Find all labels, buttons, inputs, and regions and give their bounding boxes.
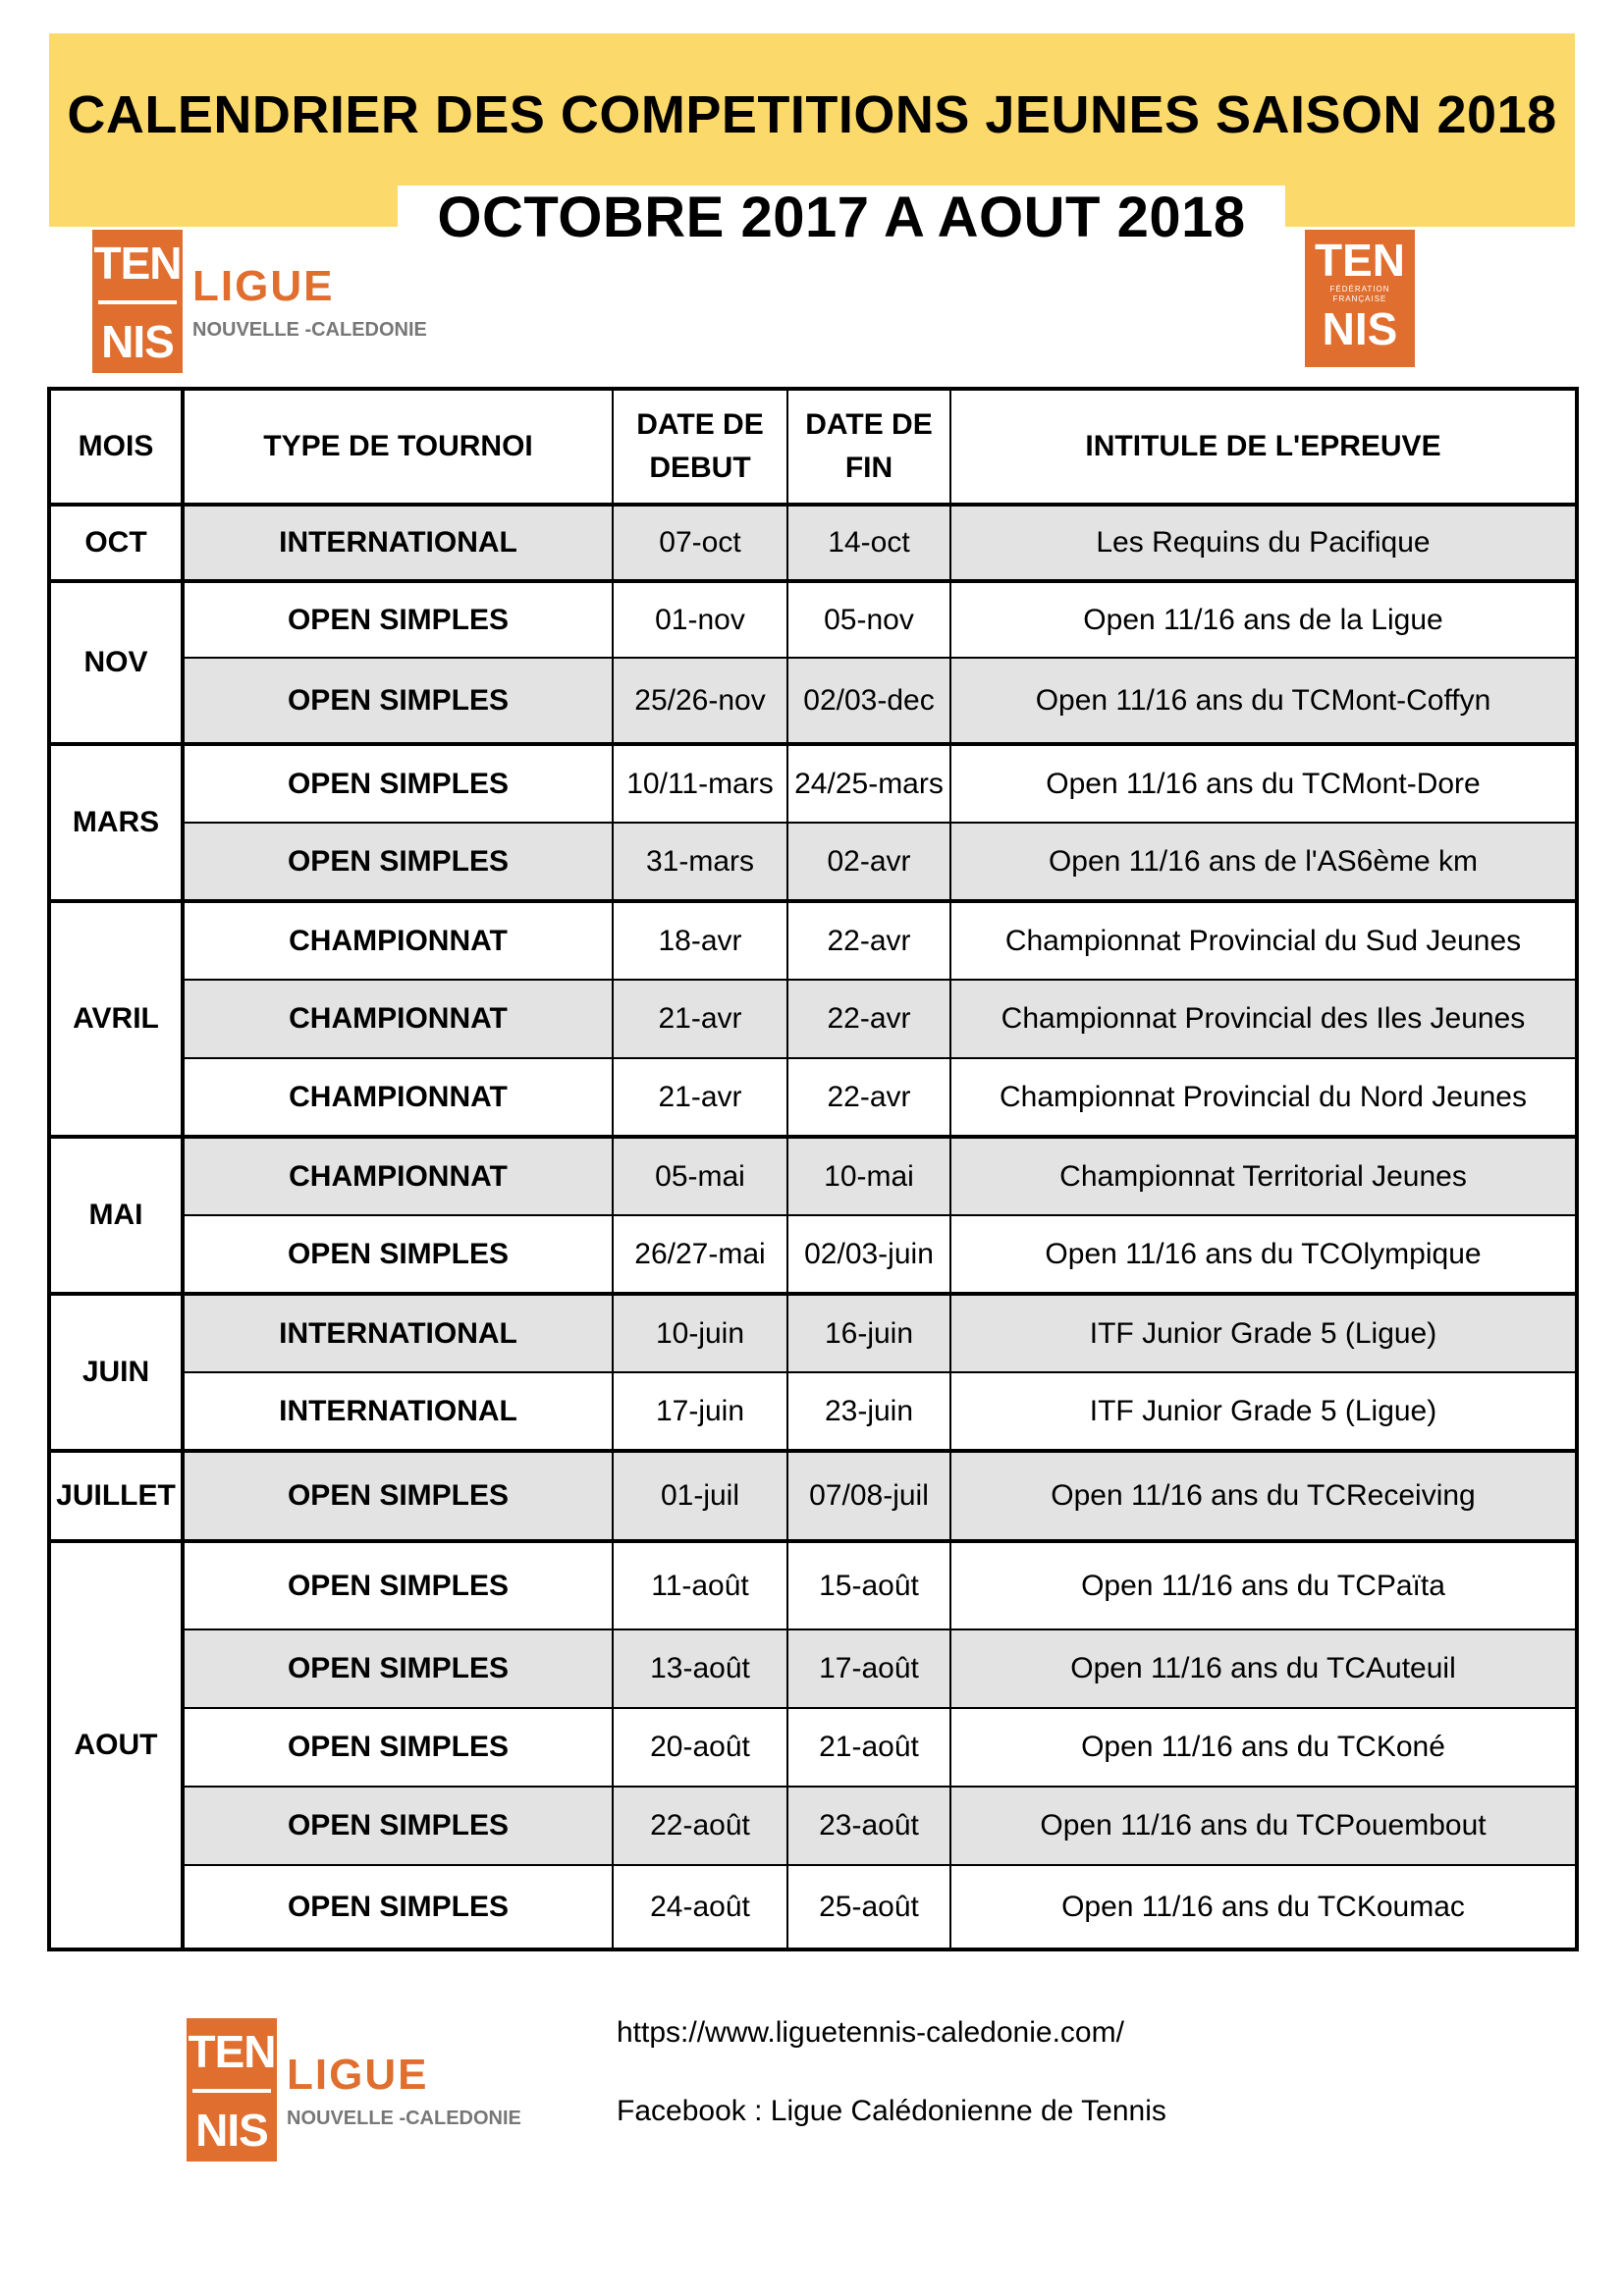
- ligue-logo-top: [92, 230, 427, 373]
- website-link[interactable]: https://www.liguetennis-caledonie.com/: [617, 2016, 1124, 2049]
- table-row: [49, 581, 1577, 658]
- cell-type: OPEN SIMPLES: [183, 1629, 613, 1708]
- cell-intitule: ITF Junior Grade 5 (Ligue): [950, 1372, 1577, 1451]
- footer-links: [617, 2016, 1166, 2173]
- facebook-text: Facebook : Ligue Calédonienne de Tennis: [617, 2095, 1166, 2127]
- cell-type: OPEN SIMPLES: [183, 1787, 613, 1865]
- cell-debut: 01-juil: [613, 1451, 787, 1541]
- cell-fin: 15-août: [787, 1541, 950, 1629]
- fft-logo: [1305, 230, 1415, 367]
- cell-debut: 11-août: [613, 1541, 787, 1629]
- cell-intitule: Open 11/16 ans de l'AS6ème km: [950, 823, 1577, 901]
- cell-mois: AOUT: [49, 1541, 183, 1949]
- header-mois: MOIS: [49, 389, 183, 505]
- cell-fin: 23-août: [787, 1787, 950, 1865]
- logo-ten-text: TEN: [188, 2026, 276, 2077]
- calendar-table: [47, 387, 1579, 1951]
- logo-region-text: NOUVELLE -CALEDONIE: [192, 318, 427, 341]
- cell-intitule: Open 11/16 ans de la Ligue: [950, 581, 1577, 658]
- cell-debut: 07-oct: [613, 505, 787, 581]
- cell-fin: 10-mai: [787, 1137, 950, 1215]
- table-row: [49, 1541, 1577, 1629]
- cell-intitule: Open 11/16 ans du TCOlympique: [950, 1215, 1577, 1294]
- table-header-row: [49, 389, 1577, 505]
- cell-fin: 02/03-juin: [787, 1215, 950, 1294]
- logo-ten-text: TEN: [93, 238, 182, 289]
- cell-intitule: Championnat Territorial Jeunes: [950, 1137, 1577, 1215]
- cell-fin: 07/08-juil: [787, 1451, 950, 1541]
- table-row: [49, 1215, 1577, 1294]
- table-row: [49, 1294, 1577, 1372]
- cell-intitule: Les Requins du Pacifique: [950, 505, 1577, 581]
- cell-fin: 22-avr: [787, 980, 950, 1058]
- cell-intitule: Championnat Provincial du Sud Jeunes: [950, 901, 1577, 980]
- cell-fin: 24/25-mars: [787, 744, 950, 823]
- cell-fin: 22-avr: [787, 1058, 950, 1137]
- cell-debut: 31-mars: [613, 823, 787, 901]
- cell-mois: OCT: [49, 505, 183, 581]
- table-row: [49, 1058, 1577, 1137]
- cell-debut: 22-août: [613, 1787, 787, 1865]
- cell-fin: 21-août: [787, 1708, 950, 1787]
- title-banner: [49, 33, 1575, 249]
- table-row: [49, 1865, 1577, 1949]
- cell-mois: NOV: [49, 581, 183, 744]
- cell-fin: 02-avr: [787, 823, 950, 901]
- cell-debut: 13-août: [613, 1629, 787, 1708]
- cell-type: CHAMPIONNAT: [183, 901, 613, 980]
- cell-type: OPEN SIMPLES: [183, 1215, 613, 1294]
- cell-type: CHAMPIONNAT: [183, 1058, 613, 1137]
- header-intitule: INTITULE DE L'EPREUVE: [950, 389, 1577, 505]
- logo-region-text: NOUVELLE -CALEDONIE: [287, 2107, 521, 2129]
- logo-nis-text: NIS: [195, 2105, 268, 2156]
- cell-type: INTERNATIONAL: [183, 1372, 613, 1451]
- cell-debut: 25/26-nov: [613, 658, 787, 744]
- cell-fin: 14-oct: [787, 505, 950, 581]
- cell-debut: 21-avr: [613, 1058, 787, 1137]
- cell-debut: 26/27-mai: [613, 1215, 787, 1294]
- fft-nis-text: NIS: [1322, 303, 1398, 354]
- cell-mois: JUIN: [49, 1294, 183, 1451]
- cell-debut: 17-juin: [613, 1372, 787, 1451]
- title-line-1: CALENDRIER DES COMPETITIONS JEUNES SAISON 2018: [67, 85, 1557, 144]
- cell-debut: 10/11-mars: [613, 744, 787, 823]
- cell-intitule: Open 11/16 ans du TCPaïta: [950, 1541, 1577, 1629]
- logo-ligue-text: LIGUE: [192, 261, 335, 310]
- cell-type: CHAMPIONNAT: [183, 1137, 613, 1215]
- cell-type: OPEN SIMPLES: [183, 581, 613, 658]
- cell-debut: 10-juin: [613, 1294, 787, 1372]
- cell-fin: 17-août: [787, 1629, 950, 1708]
- cell-intitule: Open 11/16 ans du TCKoné: [950, 1708, 1577, 1787]
- cell-fin: 23-juin: [787, 1372, 950, 1451]
- cell-mois: MAI: [49, 1137, 183, 1294]
- cell-mois: AVRIL: [49, 901, 183, 1137]
- ligue-logo-mark: [92, 230, 183, 373]
- header-debut: DATE DE DEBUT: [613, 389, 787, 505]
- cell-debut: 01-nov: [613, 581, 787, 658]
- cell-fin: 16-juin: [787, 1294, 950, 1372]
- table-row: [49, 658, 1577, 744]
- cell-debut: 05-mai: [613, 1137, 787, 1215]
- cell-intitule: Open 11/16 ans du TCReceiving: [950, 1451, 1577, 1541]
- cell-mois: MARS: [49, 744, 183, 901]
- cell-fin: 25-août: [787, 1865, 950, 1949]
- cell-fin: 02/03-dec: [787, 658, 950, 744]
- cell-type: INTERNATIONAL: [183, 1294, 613, 1372]
- table-row: [49, 901, 1577, 980]
- cell-type: CHAMPIONNAT: [183, 980, 613, 1058]
- cell-debut: 18-avr: [613, 901, 787, 980]
- cell-debut: 24-août: [613, 1865, 787, 1949]
- table-row: [49, 744, 1577, 823]
- fft-ten-text: TEN: [1315, 235, 1405, 286]
- table-row: [49, 1629, 1577, 1708]
- table-row: [49, 1787, 1577, 1865]
- cell-type: OPEN SIMPLES: [183, 1451, 613, 1541]
- cell-fin: 22-avr: [787, 901, 950, 980]
- cell-type: OPEN SIMPLES: [183, 658, 613, 744]
- cell-intitule: Championnat Provincial des Iles Jeunes: [950, 980, 1577, 1058]
- title-line-2-text: OCTOBRE 2017 A AOUT 2018: [398, 186, 1284, 249]
- cell-type: OPEN SIMPLES: [183, 1865, 613, 1949]
- cell-intitule: ITF Junior Grade 5 (Ligue): [950, 1294, 1577, 1372]
- logo-ligue-text: LIGUE: [287, 2050, 429, 2099]
- table-row: [49, 1137, 1577, 1215]
- ligue-logo-mark-bottom: [187, 2018, 277, 2162]
- table-row: [49, 1708, 1577, 1787]
- cell-type: OPEN SIMPLES: [183, 823, 613, 901]
- cell-type: INTERNATIONAL: [183, 505, 613, 581]
- table-row: [49, 505, 1577, 581]
- logo-nis-text: NIS: [101, 316, 174, 367]
- cell-intitule: Championnat Provincial du Nord Jeunes: [950, 1058, 1577, 1137]
- header-type: TYPE DE TOURNOI: [183, 389, 613, 505]
- ligue-logo-bottom: [187, 2018, 521, 2162]
- fft-federation-text: FÉDÉRATION FRANÇAISE: [1329, 285, 1390, 303]
- cell-intitule: Open 11/16 ans du TCMont-Dore: [950, 744, 1577, 823]
- cell-intitule: Open 11/16 ans du TCAuteuil: [950, 1629, 1577, 1708]
- cell-fin: 05-nov: [787, 581, 950, 658]
- table-row: [49, 1372, 1577, 1451]
- table-row: [49, 823, 1577, 901]
- cell-type: OPEN SIMPLES: [183, 1708, 613, 1787]
- cell-intitule: Open 11/16 ans du TCKoumac: [950, 1865, 1577, 1949]
- cell-type: OPEN SIMPLES: [183, 1541, 613, 1629]
- table-row: [49, 1451, 1577, 1541]
- header-fin: DATE DE FIN: [787, 389, 950, 505]
- cell-intitule: Open 11/16 ans du TCPouembout: [950, 1787, 1577, 1865]
- cell-debut: 21-avr: [613, 980, 787, 1058]
- cell-type: OPEN SIMPLES: [183, 744, 613, 823]
- cell-intitule: Open 11/16 ans du TCMont-Coffyn: [950, 658, 1577, 744]
- cell-mois: JUILLET: [49, 1451, 183, 1541]
- table-row: [49, 980, 1577, 1058]
- cell-debut: 20-août: [613, 1708, 787, 1787]
